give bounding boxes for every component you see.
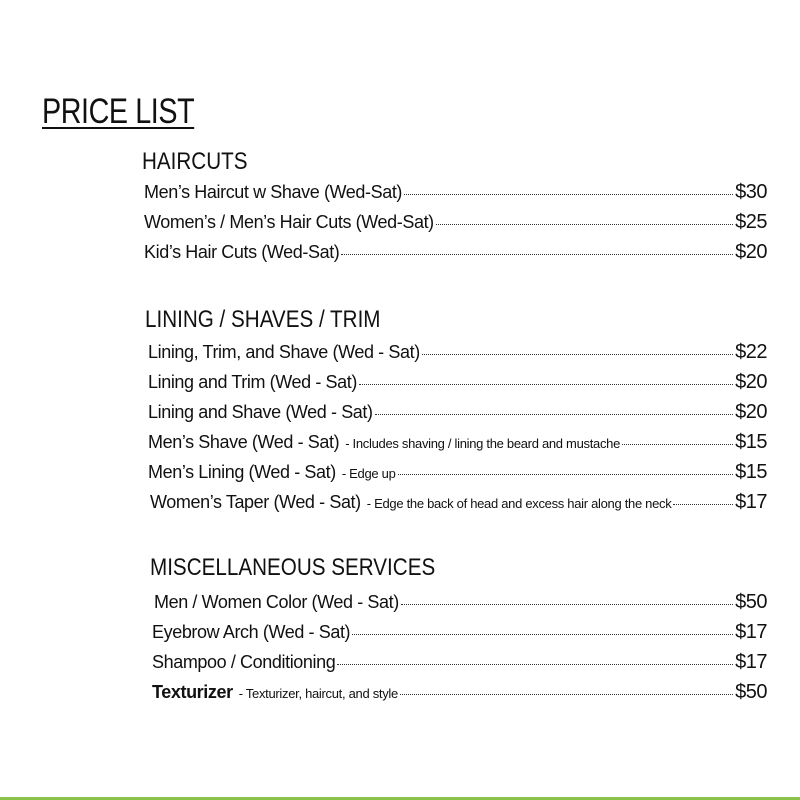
section-heading-misc: MISCELLANEOUS SERVICES <box>150 554 436 581</box>
dotted-leader <box>359 384 733 385</box>
item-price: $15 <box>735 431 767 453</box>
price-row <box>150 491 767 521</box>
item-name: Lining and Trim (Wed - Sat) <box>148 372 357 392</box>
price-row <box>154 591 767 621</box>
item-name: Lining and Shave (Wed - Sat) <box>148 402 373 422</box>
section-heading-haircuts: HAIRCUTS <box>142 148 248 175</box>
price-row <box>152 621 767 651</box>
item-price: $20 <box>735 371 767 393</box>
item-name: Texturizer <box>152 682 233 702</box>
dotted-leader <box>398 474 734 475</box>
item-name: Women’s Taper (Wed - Sat) <box>150 492 361 512</box>
dotted-leader <box>400 694 733 695</box>
price-row <box>144 241 767 271</box>
item-note: - Includes shaving / lining the beard and mustache <box>345 436 621 451</box>
dotted-leader <box>341 254 733 255</box>
item-name: Men’s Haircut w Shave (Wed-Sat) <box>144 182 403 202</box>
item-price: $20 <box>735 241 767 263</box>
item-price: $15 <box>735 461 767 483</box>
item-name: Eyebrow Arch (Wed - Sat) <box>152 622 351 642</box>
dotted-leader <box>404 194 733 195</box>
price-row <box>148 371 767 401</box>
item-name: Women’s / Men’s Hair Cuts (Wed-Sat) <box>144 212 434 232</box>
price-row <box>144 181 767 211</box>
item-price: $50 <box>735 591 767 613</box>
item-name: Lining, Trim, and Shave (Wed - Sat) <box>148 342 420 362</box>
item-note: - Edge the back of head and excess hair along the neck <box>366 496 672 511</box>
item-note: - Edge up <box>341 466 396 481</box>
item-price: $17 <box>735 651 767 673</box>
item-name: Kid’s Hair Cuts (Wed-Sat) <box>144 242 340 262</box>
item-name: Men / Women Color (Wed - Sat) <box>154 592 399 612</box>
dotted-leader <box>352 634 733 635</box>
item-name: Men’s Shave (Wed - Sat) <box>148 432 340 452</box>
price-row <box>148 401 767 431</box>
dotted-leader <box>375 414 734 415</box>
price-row <box>144 211 767 241</box>
item-note: - Texturizer, haircut, and style <box>238 686 398 701</box>
item-price: $17 <box>735 621 767 643</box>
price-row <box>148 431 767 461</box>
item-price: $20 <box>735 401 767 423</box>
dotted-leader <box>673 504 733 505</box>
price-row <box>152 681 767 711</box>
page-title: PRICE LIST <box>42 92 195 131</box>
item-price: $25 <box>735 211 767 233</box>
item-name: Men’s Lining (Wed - Sat) <box>148 462 336 482</box>
price-row <box>152 651 767 681</box>
dotted-leader <box>436 224 733 225</box>
price-row <box>148 461 767 491</box>
item-price: $50 <box>735 681 767 703</box>
item-name: Shampoo / Conditioning <box>152 652 336 672</box>
dotted-leader <box>622 444 733 445</box>
dotted-leader <box>401 604 733 605</box>
item-price: $22 <box>735 341 767 363</box>
section-heading-lining: LINING / SHAVES / TRIM <box>145 306 381 333</box>
dotted-leader <box>337 664 733 665</box>
item-price: $30 <box>735 181 767 203</box>
dotted-leader <box>422 354 733 355</box>
item-price: $17 <box>735 491 767 513</box>
price-row <box>148 341 767 371</box>
